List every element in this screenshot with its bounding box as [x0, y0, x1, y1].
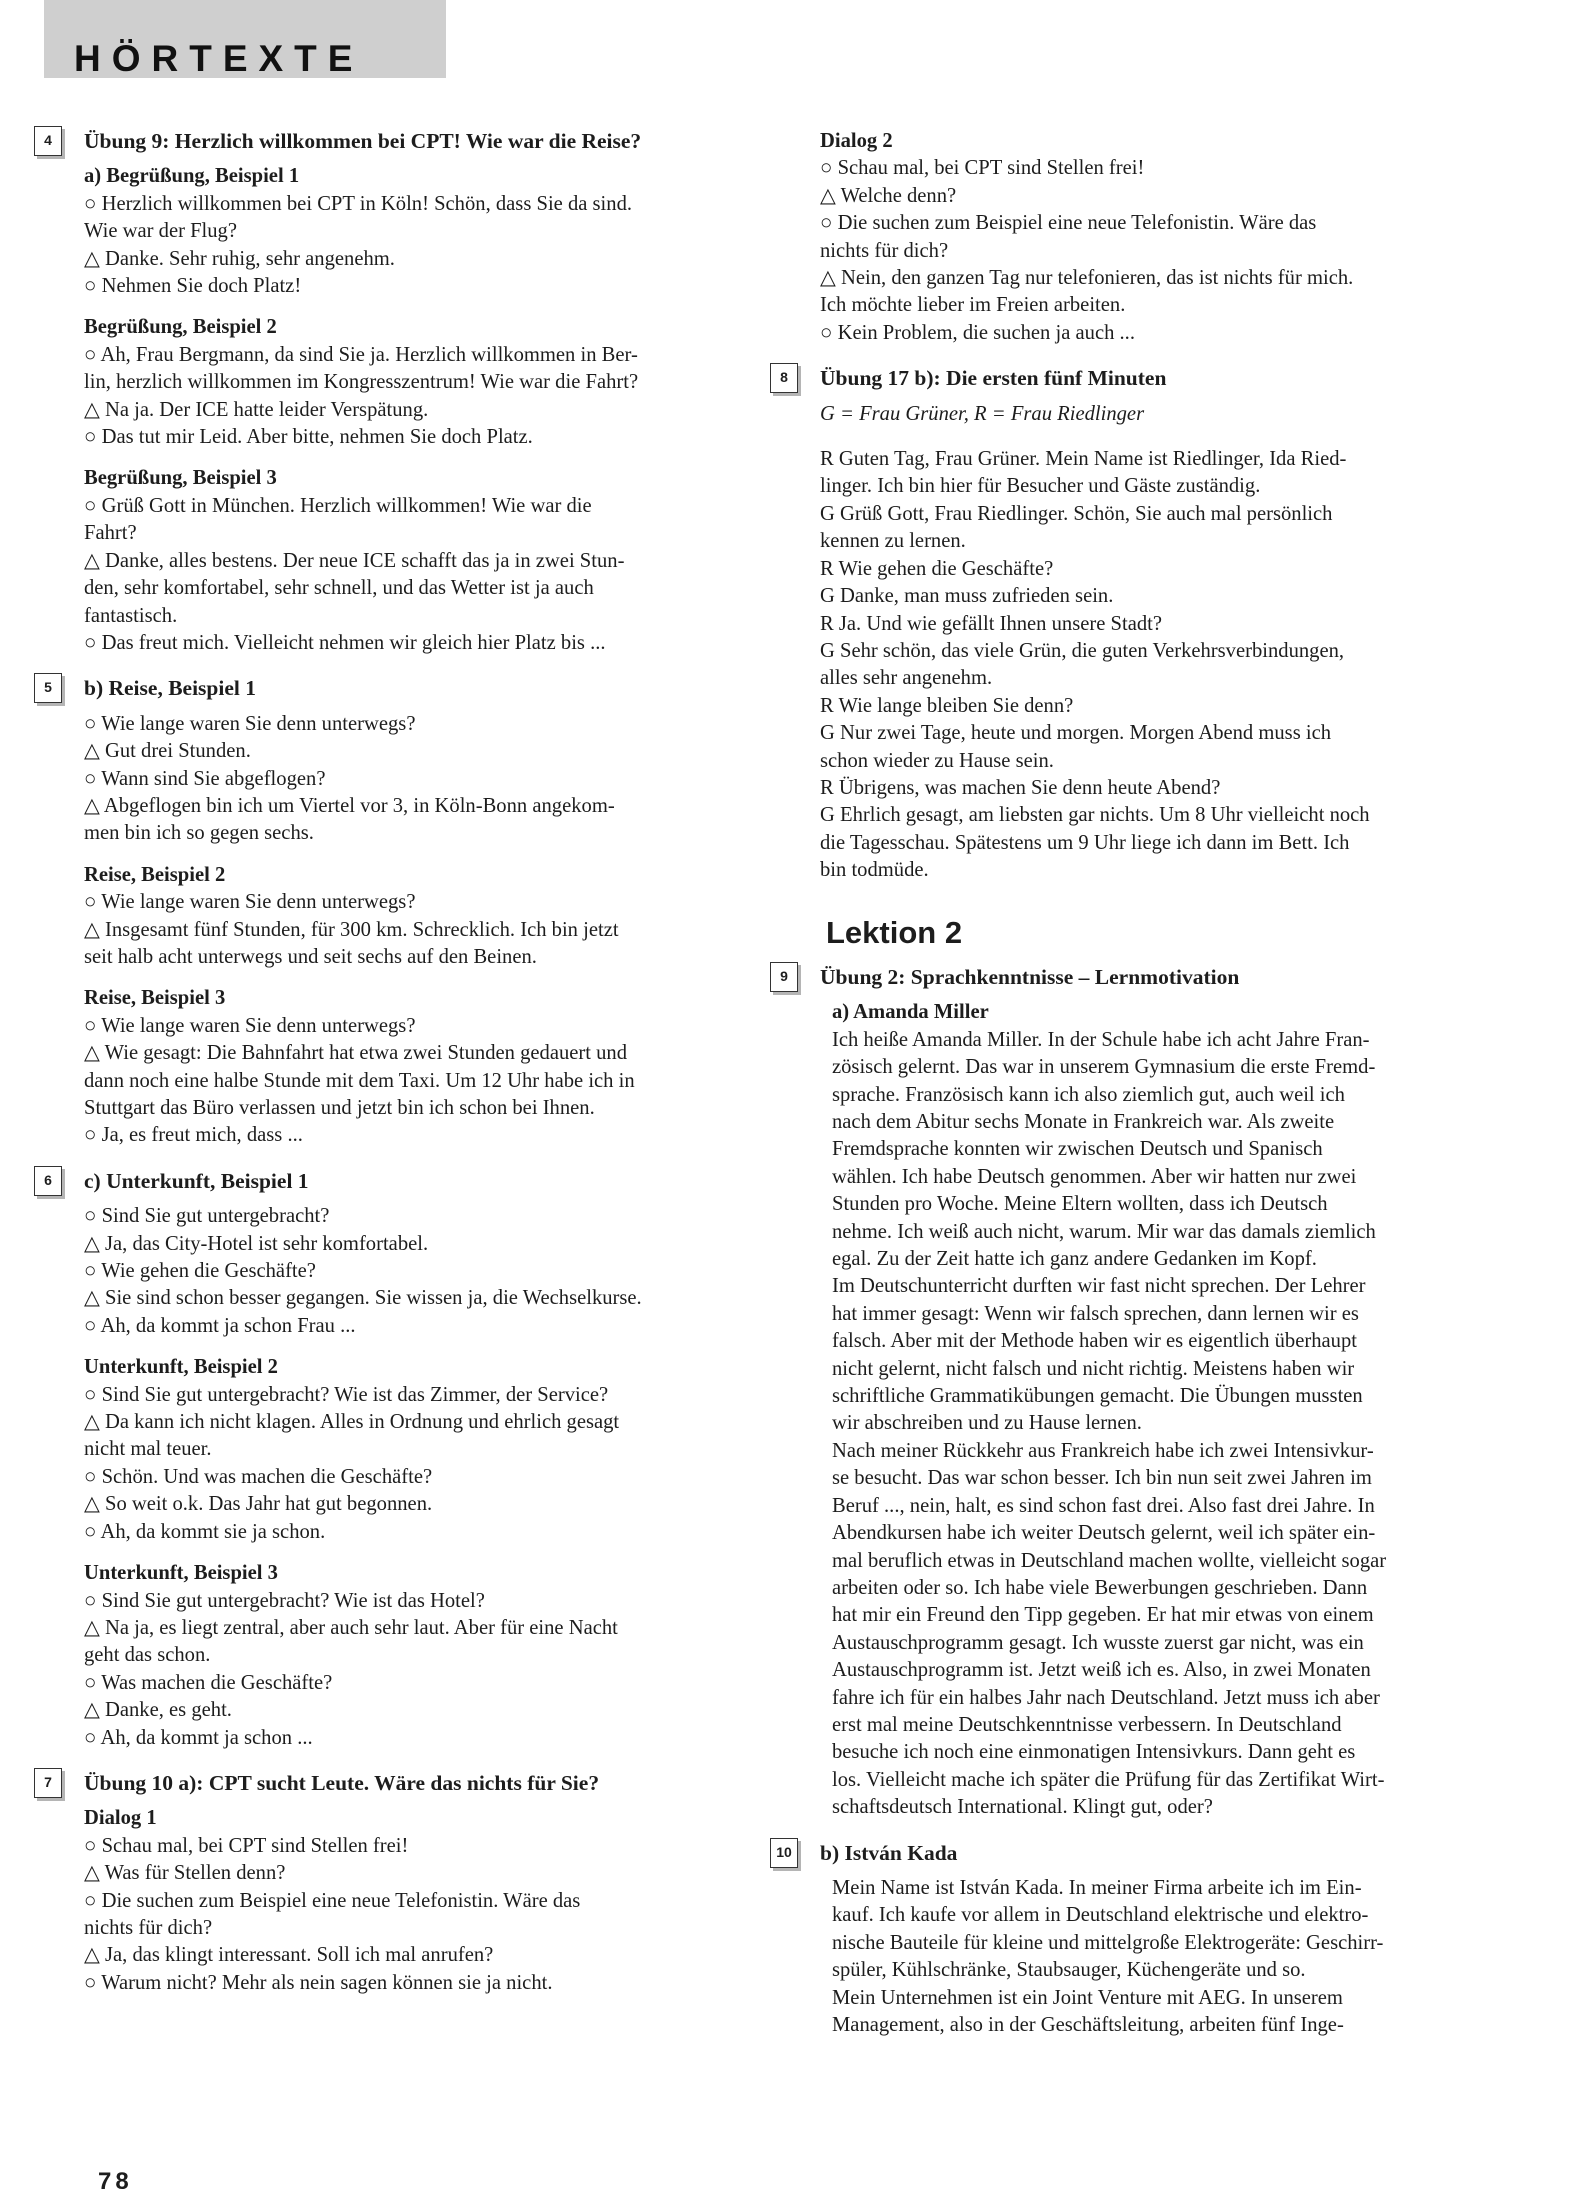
subheading: Dialog 1 [84, 1807, 157, 1830]
text-line: Ich möchte lieber im Freien arbeiten. [820, 294, 1126, 317]
text-line: ○ Wie lange waren Sie denn unterwegs? [84, 891, 416, 914]
text-line: ○ Wie lange waren Sie denn unterwegs? [84, 712, 416, 735]
text-line: ○ Nehmen Sie doch Platz! [84, 275, 302, 298]
text-line: G Ehrlich gesagt, am liebsten gar nichts. Um 8 Uhr vielleicht noch [820, 804, 1370, 827]
text-line: △ Danke, alles bestens. Der neue ICE schafft das ja in zwei Stun- [84, 549, 625, 572]
page-title: HÖRTEXTE [74, 38, 364, 79]
text-line: ○ Ah, da kommt sie ja schon. [84, 1520, 326, 1543]
text-line: △ Wie gesagt: Die Bahnfahrt hat etwa zwei Stunden gedauert und [84, 1042, 628, 1065]
text-line: schon wieder zu Hause sein. [820, 749, 1054, 772]
section-title: Übung 10 a): CPT sucht Leute. Wäre das nichts für Sie? [84, 1770, 600, 1795]
dialog-lines [84, 493, 764, 657]
text-line: die Tagesschau. Spätestens um 9 Uhr liege ich dann im Bett. Ich [820, 831, 1350, 854]
text-line: Austauschprogramm gesagt. Ich wusste zuerst gar nicht, was ein [832, 1631, 1364, 1654]
track-number-badge: 5 [34, 673, 62, 703]
text-line: arbeiten oder so. Ich habe viele Bewerbungen geschrieben. Dann [832, 1576, 1368, 1599]
text-line: ○ Ah, Frau Bergmann, da sind Sie ja. Herzlich willkommen in Ber- [84, 343, 638, 366]
subheading: Unterkunft, Beispiel 2 [84, 1356, 278, 1379]
section-title: Übung 9: Herzlich willkommen bei CPT! Wie war die Reise? [84, 129, 642, 153]
text-line: △ Insgesamt fünf Stunden, für 300 km. Schrecklich. Ich bin jetzt [84, 918, 619, 941]
text-line: ○ Sind Sie gut untergebracht? [84, 1205, 330, 1228]
section-track-6 [44, 1168, 764, 1752]
text-line: egal. Zu der Zeit hatte ich ganz andere Gedanken im Kopf. [832, 1248, 1317, 1271]
text-line: schaftsdeutsch International. Klingt gut, oder? [832, 1796, 1213, 1819]
text-line: hat mir ein Freund den Tipp gegeben. Er hat mir etwas von einem [832, 1604, 1374, 1627]
dialog-lines [84, 1382, 764, 1546]
text-line: Stuttgart das Büro verlassen und jetzt bin ich schon bei Ihnen. [84, 1097, 595, 1119]
text-line: nach dem Abitur sechs Monate in Frankreich war. Als zweite [832, 1111, 1335, 1133]
text-line: △ Welche denn? [820, 184, 957, 207]
text-line: fahre ich für ein halbes Jahr nach Deutschland. Jetzt muss ich aber [832, 1686, 1380, 1709]
text-line: ○ Ah, da kommt ja schon ... [84, 1726, 313, 1749]
text-line: △ Nein, den ganzen Tag nur telefonieren, das ist nichts für mich. [820, 267, 1354, 290]
text-line: △ Ja, das klingt interessant. Soll ich mal anrufen? [84, 1944, 494, 1967]
text-line: G Danke, man muss zufrieden sein. [820, 585, 1114, 608]
monologue-text [832, 1875, 1492, 2039]
text-line: besuche ich noch eine einmonatigen Intensivkurs. Dann geht es [832, 1741, 1356, 1764]
section-title: b) Reise, Beispiel 1 [84, 676, 256, 701]
text-line: ○ Das freut mich. Vielleicht nehmen wir gleich hier Platz bis ... [84, 631, 606, 654]
text-line: Stunden pro Woche. Meine Eltern wollten, dass ich Deutsch [832, 1193, 1328, 1216]
text-line: bin todmüde. [820, 859, 929, 882]
text-line: dann noch eine halbe Stunde mit dem Taxi. Um 12 Uhr habe ich in [84, 1069, 635, 1092]
text-line: G Grüß Gott, Frau Riedlinger. Schön, Sie auch mal persönlich [820, 502, 1333, 525]
track-number-badge: 8 [770, 363, 798, 393]
text-line: schriftliche Grammatikübungen gemacht. Die Übungen mussten [832, 1385, 1363, 1408]
text-line: ○ Was machen die Geschäfte? [84, 1671, 333, 1694]
section-track-9 [780, 964, 1492, 1822]
monologue-text [832, 1027, 1492, 1822]
speaker-legend: G = Frau Grüner, R = Frau Riedlinger [820, 402, 1145, 425]
dialog-lines [84, 1588, 764, 1752]
text-line: ○ Wann sind Sie abgeflogen? [84, 767, 326, 790]
page-number: 78 [98, 2168, 133, 2195]
section-title: b) István Kada [820, 1840, 958, 1865]
text-line: R Wie lange bleiben Sie denn? [820, 694, 1074, 717]
text-line: alles sehr angenehm. [820, 667, 993, 690]
text-line: linger. Ich bin hier für Besucher und Gäste zuständig. [820, 475, 1261, 498]
text-line: ○ Herzlich willkommen bei CPT in Köln! Schön, dass Sie da sind. [84, 192, 633, 215]
lesson-heading: Lektion 2 [826, 914, 963, 950]
text-line: ○ Sind Sie gut untergebracht? Wie ist das Zimmer, der Service? [84, 1383, 609, 1406]
text-line: ○ Schau mal, bei CPT sind Stellen frei! [820, 157, 1145, 180]
text-line: kauf. Ich kaufe vor allem in Deutschland elektrische und elektro- [832, 1904, 1369, 1927]
text-line: ○ Die suchen zum Beispiel eine neue Telefonistin. Wäre das [84, 1889, 581, 1912]
text-line: Wie war der Flug? [84, 220, 237, 243]
track-number-badge: 7 [34, 1768, 62, 1798]
section-track-10 [776, 1840, 1492, 2040]
text-line: hat immer gesagt: Wenn wir falsch sprechen, dann lernen wir es [832, 1302, 1359, 1325]
text-line: kennen zu lernen. [820, 530, 966, 553]
text-line: nichts für dich? [820, 239, 949, 262]
section-title: Übung 2: Sprachkenntnisse – Lernmotivation [820, 964, 1240, 989]
subheading: Unterkunft, Beispiel 3 [84, 1562, 278, 1585]
track-number-badge: 6 [34, 1166, 62, 1196]
text-line: Ich heiße Amanda Miller. In der Schule habe ich acht Jahre Fran- [832, 1028, 1370, 1051]
track-number-badge: 10 [770, 1838, 798, 1868]
text-line: ○ Ja, es freut mich, dass ... [84, 1124, 303, 1147]
text-line: G Sehr schön, das viele Grün, die guten Verkehrsverbindungen, [820, 639, 1345, 662]
text-line: R Übrigens, was machen Sie denn heute Abend? [820, 776, 1221, 799]
text-line: △ Abgeflogen bin ich um Viertel vor 3, in Köln-Bonn angekom- [84, 794, 615, 817]
section-dialog-2 [820, 128, 1492, 347]
subheading: Begrüßung, Beispiel 2 [84, 316, 277, 339]
dialog-lines [84, 1833, 764, 1997]
text-line: △ Danke, es geht. [84, 1699, 232, 1722]
text-line: Beruf ..., nein, halt, es sind schon fast drei. Also fast drei Jahre. In [832, 1494, 1375, 1517]
section-track-7 [44, 1770, 764, 1997]
text-line: R Ja. Und wie gefällt Ihnen unsere Stadt? [820, 612, 1162, 635]
text-line: zösisch gelernt. Das war in unserem Gymnasium die erste Fremd- [832, 1056, 1376, 1079]
dialog-lines [84, 1203, 764, 1340]
text-line: Im Deutschunterricht durften wir fast nicht sprechen. Der Lehrer [832, 1275, 1366, 1298]
dialog-lines [84, 1013, 764, 1150]
dialog-lines [84, 342, 764, 452]
text-line: △ Sie sind schon besser gegangen. Sie wissen ja, die Wechselkurse. [84, 1287, 642, 1310]
text-line: Fahrt? [84, 522, 137, 545]
text-line: Austauschprogramm ist. Jetzt weiß ich es. Also, in zwei Monaten [832, 1659, 1371, 1682]
dialog-lines [820, 155, 1492, 347]
text-line: ○ Wie gehen die Geschäfte? [84, 1260, 316, 1283]
subheading: a) Amanda Miller [832, 1001, 989, 1024]
section-track-8 [780, 365, 1492, 884]
track-number-badge: 9 [770, 962, 798, 992]
text-line: ○ Warum nicht? Mehr als nein sagen können sie ja nicht. [84, 1971, 553, 1994]
text-line: se besucht. Das war schon besser. Ich bin nun seit zwei Jahren im [832, 1467, 1372, 1490]
text-line: nicht mal teuer. [84, 1438, 212, 1461]
dialog-lines [84, 889, 764, 971]
text-line: falsch. Aber mit der Methode haben wir es eigentlich überhaupt [832, 1330, 1357, 1353]
text-line: mal beruflich etwas in Deutschland machen wollte, vielleicht sogar [832, 1549, 1387, 1572]
text-line: Fremdsprache konnten wir zwischen Deutsch und Spanisch [832, 1138, 1323, 1161]
text-line: ○ Ah, da kommt ja schon Frau ... [84, 1314, 356, 1337]
section-title: Übung 17 b): Die ersten fünf Minuten [820, 366, 1167, 391]
text-line: Management, also in der Geschäftsleitung, arbeiten fünf Inge- [832, 2014, 1344, 2036]
track-number-badge: 4 [34, 126, 62, 156]
text-line: Nach meiner Rückkehr aus Frankreich habe ich zwei Intensivkur- [832, 1439, 1374, 1462]
text-line: △ So weit o.k. Das Jahr hat gut begonnen. [84, 1493, 433, 1516]
text-line: sprache. Französisch kann ich also ziemlich gut, auch weil ich [832, 1083, 1345, 1106]
subheading: Dialog 2 [820, 130, 893, 152]
text-line: R Wie gehen die Geschäfte? [820, 557, 1054, 580]
text-line: den, sehr komfortabel, sehr schnell, und das Wetter ist ja auch [84, 577, 594, 600]
text-line: ○ Schau mal, bei CPT sind Stellen frei! [84, 1834, 409, 1857]
text-line: ○ Kein Problem, die suchen ja auch ... [820, 321, 1135, 344]
subheading: Reise, Beispiel 3 [84, 987, 226, 1010]
text-line: fantastisch. [84, 604, 178, 627]
text-line: ○ Wie lange waren Sie denn unterwegs? [84, 1014, 416, 1037]
text-line: ○ Sind Sie gut untergebracht? Wie ist das Hotel? [84, 1589, 485, 1612]
section-track-5 [44, 675, 764, 1150]
text-line: men bin ich so gegen sechs. [84, 822, 314, 845]
text-line: ○ Die suchen zum Beispiel eine neue Telefonistin. Wäre das [820, 212, 1317, 235]
text-line: Mein Unternehmen ist ein Joint Venture mit AEG. In unserem [832, 1986, 1343, 2009]
dialog-lines [84, 191, 764, 301]
text-line: lin, herzlich willkommen im Kongresszentrum! Wie war die Fahrt? [84, 371, 639, 394]
speaker-lines [820, 446, 1492, 885]
text-line: nehme. Ich weiß auch nicht, warum. Mir war das damals ziemlich [832, 1220, 1376, 1243]
section-title: c) Unterkunft, Beispiel 1 [84, 1168, 309, 1193]
text-line: nicht gelernt, nicht falsch und nicht richtig. Meistens haben wir [832, 1357, 1355, 1380]
right-column [776, 128, 1492, 2039]
text-line: △ Da kann ich nicht klagen. Alles in Ordnung und ehrlich gesagt [84, 1411, 620, 1434]
text-line: △ Gut drei Stunden. [84, 740, 251, 763]
text-line: wählen. Ich habe Deutsch genommen. Aber wir hatten nur zwei [832, 1165, 1357, 1188]
text-line: ○ Schön. Und was machen die Geschäfte? [84, 1465, 433, 1488]
text-line: nichts für dich? [84, 1916, 213, 1939]
text-line: nische Bauteile für kleine und mittelgroße Elektrogeräte: Geschirr- [832, 1931, 1384, 1954]
section-track-4 [44, 128, 764, 657]
text-line: △ Na ja. Der ICE hatte leider Verspätung. [84, 398, 429, 421]
text-line: ○ Das tut mir Leid. Aber bitte, nehmen Sie doch Platz. [84, 426, 533, 449]
text-line: G Nur zwei Tage, heute und morgen. Morgen Abend muss ich [820, 722, 1332, 745]
text-line: spüler, Kühlschränke, Staubsauger, Küchengeräte und so. [832, 1959, 1306, 1982]
subheading: Begrüßung, Beispiel 3 [84, 467, 277, 490]
text-line: Mein Name ist István Kada. In meiner Firma arbeite ich im Ein- [832, 1876, 1362, 1899]
dialog-lines [84, 711, 764, 848]
text-line: ○ Grüß Gott in München. Herzlich willkommen! Wie war die [84, 494, 592, 517]
left-column [44, 128, 764, 1997]
text-line: △ Danke. Sehr ruhig, sehr angenehm. [84, 247, 395, 270]
text-line: △ Na ja, es liegt zentral, aber auch sehr laut. Aber für eine Nacht [84, 1616, 618, 1639]
text-line: Abendkursen habe ich weiter Deutsch gelernt, weil ich später ein- [832, 1522, 1376, 1545]
subheading: a) Begrüßung, Beispiel 1 [84, 165, 300, 188]
text-line: los. Vielleicht mache ich später die Prüfung für das Zertifikat Wirt- [832, 1768, 1385, 1791]
text-line: erst mal meine Deutschkenntnisse verbessern. In Deutschland [832, 1713, 1342, 1736]
text-line: seit halb acht unterwegs und seit sechs auf den Beinen. [84, 945, 537, 968]
text-line: R Guten Tag, Frau Grüner. Mein Name ist Riedlinger, Ida Ried- [820, 448, 1347, 471]
text-line: △ Was für Stellen denn? [84, 1862, 286, 1885]
text-line: wir abschreiben und zu Hause lernen. [832, 1412, 1142, 1435]
text-line: geht das schon. [84, 1644, 211, 1667]
subheading: Reise, Beispiel 2 [84, 863, 226, 886]
text-line: △ Ja, das City-Hotel ist sehr komfortabel. [84, 1232, 429, 1255]
